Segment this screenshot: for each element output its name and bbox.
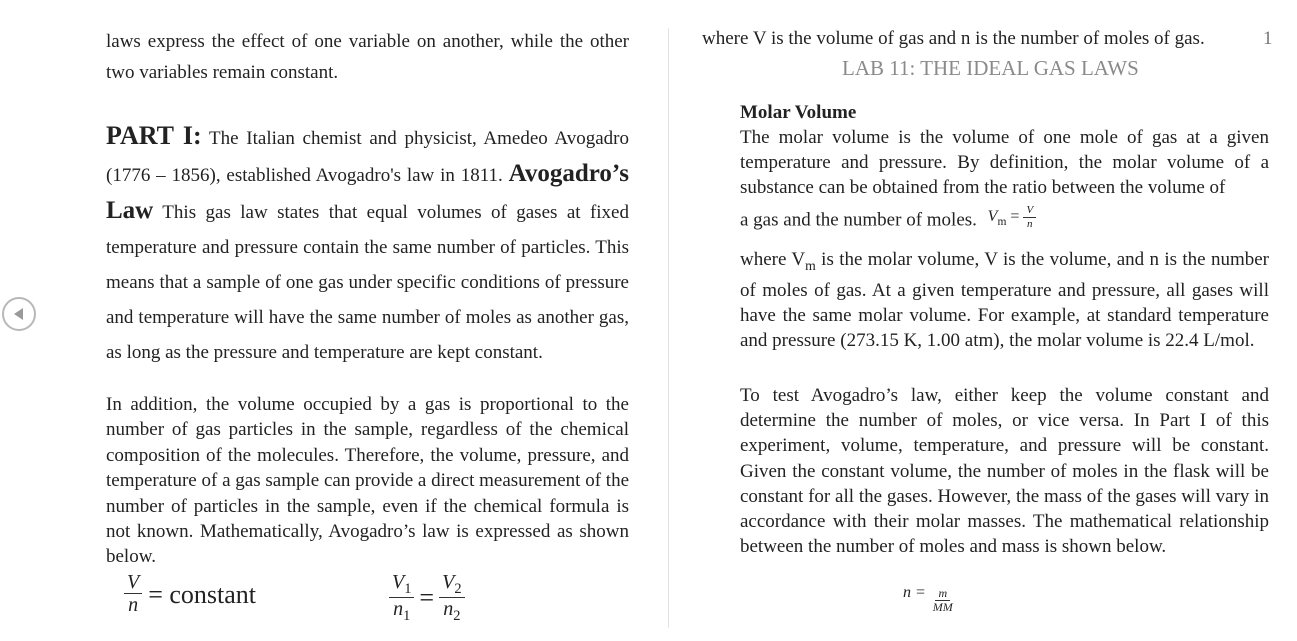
previous-page-button[interactable] xyxy=(2,297,36,331)
avogadro-law-heading: Avogadro’s Law xyxy=(106,160,629,224)
eq2-den2: n xyxy=(443,598,454,621)
v-over-n-fraction xyxy=(124,572,142,617)
moles-mass-equation xyxy=(903,584,956,614)
avogadro-constant-equation xyxy=(124,572,256,617)
vm-lhs: V xyxy=(987,208,998,226)
part1-paragraph xyxy=(106,118,629,370)
eq1-constant: = constant xyxy=(148,579,257,609)
where-rest: is the molar volume, V is the volume, and n is the number of moles of gas. At a given temperature and pressure, all gases will have the same molar volume. For example, at standard temperature and pressure (273.15 K, 1.00 atm), the molar volume is 22.4 L/mol. xyxy=(740,249,1270,352)
page-number: 1 xyxy=(1263,28,1273,49)
chevron-left-icon xyxy=(14,308,23,320)
eq2-num1: V xyxy=(392,571,405,593)
molar-volume-paragraph: The molar volume is the volume of one mole of gas at a given temperature and pressure. By definition, the molar volume of a substance can be obtained from the ratio between the volume of xyxy=(740,127,1269,199)
n-eq-numerator: m xyxy=(935,587,950,601)
v1-over-n1-fraction xyxy=(389,572,414,625)
n-eq-lhs: n = xyxy=(903,584,926,601)
page-divider xyxy=(668,28,669,628)
intro-paragraph: laws express the effect of one variable on another, while the other two variables remain constant. xyxy=(106,31,629,83)
eq1-numerator: V xyxy=(124,572,142,594)
molar-volume-equation xyxy=(987,204,1037,230)
v2-over-n2-fraction xyxy=(439,572,464,625)
vm-numerator: V xyxy=(1023,205,1036,218)
running-header-title: LAB 11: THE IDEAL GAS LAWS xyxy=(842,56,1139,80)
molar-volume-last-line xyxy=(740,205,1269,231)
where-sub: m xyxy=(805,257,816,273)
vm-equals: = xyxy=(1010,208,1020,226)
eq2-num2: V xyxy=(442,571,455,593)
vm-denominator: n xyxy=(1027,217,1033,230)
eq2-num1-sub: 1 xyxy=(404,581,412,597)
eq1-denominator: n xyxy=(128,594,139,616)
where-start: where V xyxy=(740,249,806,270)
molar-volume-definition-paragraph xyxy=(740,247,1269,354)
molar-volume-heading: Molar Volume xyxy=(740,102,857,123)
top-continuation-line: where V is the volume of gas and n is the number of moles of gas. xyxy=(702,28,1205,49)
part1-heading: PART I: xyxy=(106,121,202,150)
eq2-den2-sub: 2 xyxy=(453,608,461,625)
part1-text: The Italian chemist and physicist, Amedeo Avogadro (1776 – 1856), established Avogadro's law in 1811. xyxy=(106,128,630,186)
n-eq-denominator: MM xyxy=(932,599,953,614)
vm-fraction xyxy=(1023,205,1036,230)
eq2-den1-sub: 1 xyxy=(403,608,411,625)
eq2-num2-sub: 2 xyxy=(454,581,462,597)
m-over-mm-fraction xyxy=(930,587,956,614)
test-avogadro-paragraph: To test Avogadro’s law, either keep the volume constant and determine the number of moles, or vice versa. In Part I of this experiment, volume, temperature, and pressure will be constant. Given the constant volume, the number of moles in the flask will be constant for all the gases. However, the mass of the gases will vary in accordance with their molar masses. The mathematical relationship between the number of moles and mass is shown below. xyxy=(740,385,1269,558)
vm-lhs-sub: m xyxy=(997,216,1007,229)
eq2-equals: = xyxy=(419,583,435,613)
eq2-den1: n xyxy=(393,598,404,621)
molar-last-line-text: a gas and the number of moles. xyxy=(740,209,977,231)
addition-paragraph: In addition, the volume occupied by a gas is proportional to the number of gas particles in the sample, regardless of the chemical composition of the molecules. Therefore, the volume, pressure, and temperature of a gas sample can provide a direct measurement of the number of particles in the sample, even if the chemical formula is not known. Mathematically, Avogadro’s law is expressed as shown below. xyxy=(106,394,629,568)
avogadro-law-text: This gas law states that equal volumes of gases at fixed temperature and pressure contain the same number of particles. This means that a sample of one gas under specific conditions of pressure and temperature will have the same number of moles as another gas, as long as the pressure and temperature are kept constant. xyxy=(106,202,629,363)
avogadro-ratio-equation xyxy=(389,572,465,625)
